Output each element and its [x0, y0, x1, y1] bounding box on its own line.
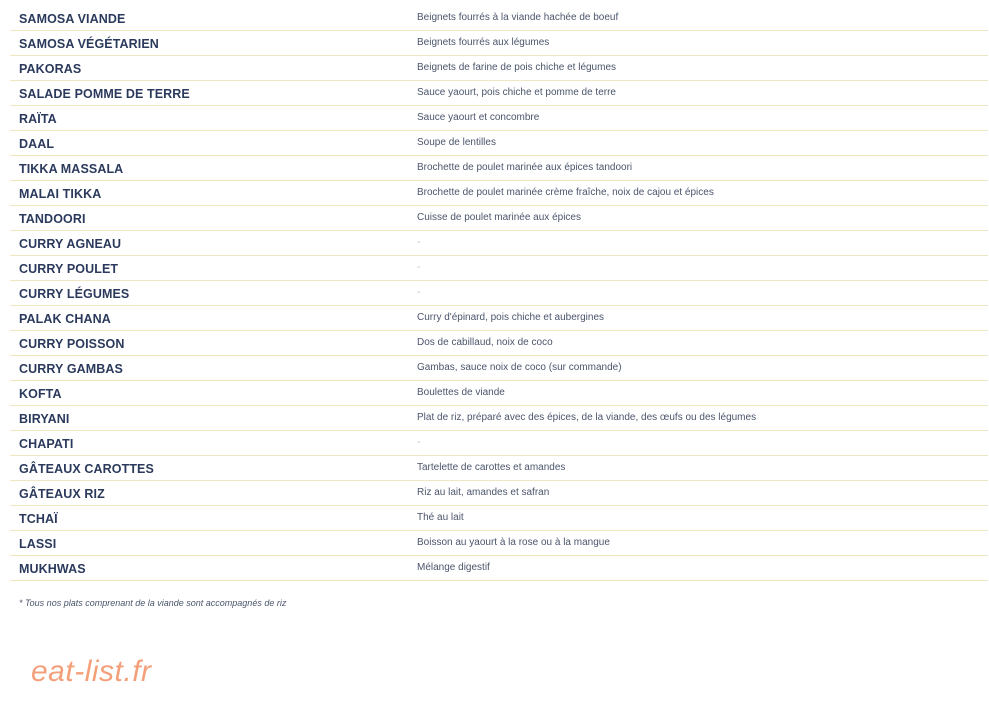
- footnote: * Tous nos plats comprenant de la viande sont accompagnés de riz: [19, 598, 287, 608]
- dish-description: -: [417, 262, 421, 273]
- dish-name: TCHAÏ: [19, 512, 58, 526]
- dish-name: DAAL: [19, 137, 55, 151]
- dish-description: Sauce yaourt, pois chiche et pomme de terre: [417, 87, 616, 98]
- dish-description: Tartelette de carottes et amandes: [417, 462, 566, 473]
- dish-name: CURRY POISSON: [19, 337, 125, 351]
- dish-description: Curry d'épinard, pois chiche et aubergines: [417, 312, 605, 323]
- dish-name: RAÏTA: [19, 112, 57, 126]
- dish-description: Brochette de poulet marinée crème fraîche, noix de cajou et épices: [417, 187, 714, 198]
- menu-row: [10, 281, 988, 306]
- dish-name: PALAK CHANA: [19, 312, 111, 326]
- dish-name: GÂTEAUX CAROTTES: [19, 462, 154, 476]
- dish-name: CURRY GAMBAS: [19, 362, 123, 376]
- dish-description: -: [417, 237, 421, 248]
- menu-row: [10, 131, 988, 156]
- dish-name: MALAI TIKKA: [19, 187, 102, 201]
- menu-row: [10, 31, 988, 56]
- menu-row: [10, 181, 988, 206]
- watermark: eat-list.fr: [31, 655, 152, 688]
- menu-row: [10, 256, 988, 281]
- menu-row: [10, 6, 988, 31]
- menu-row: [10, 556, 988, 581]
- dish-name: CURRY POULET: [19, 262, 119, 276]
- dish-description: -: [417, 437, 421, 448]
- dish-description: Boisson au yaourt à la rose ou à la mangue: [417, 537, 610, 548]
- menu-row: [10, 206, 988, 231]
- dish-name: KOFTA: [19, 387, 62, 401]
- menu-row: [10, 381, 988, 406]
- dish-description: Cuisse de poulet marinée aux épices: [417, 212, 581, 223]
- dish-description: Thé au lait: [417, 512, 464, 523]
- dish-description: Gambas, sauce noix de coco (sur commande): [417, 362, 622, 373]
- dish-description: Dos de cabillaud, noix de coco: [417, 337, 553, 348]
- dish-name: SAMOSA VIANDE: [19, 12, 126, 26]
- menu-row: [10, 456, 988, 481]
- dish-description: Sauce yaourt et concombre: [417, 112, 540, 123]
- dish-description: Beignets de farine de pois chiche et légumes: [417, 62, 617, 73]
- dish-name: TIKKA MASSALA: [19, 162, 124, 176]
- dish-description: Soupe de lentilles: [417, 137, 496, 148]
- menu-row: [10, 231, 988, 256]
- dish-description: Brochette de poulet marinée aux épices tandoori: [417, 162, 633, 173]
- menu-row: [10, 356, 988, 381]
- dish-description: Beignets fourrés aux légumes: [417, 37, 550, 48]
- dish-name: CHAPATI: [19, 437, 74, 451]
- menu-row: [10, 481, 988, 506]
- menu-row: [10, 431, 988, 456]
- menu-row: [10, 81, 988, 106]
- menu-row: [10, 406, 988, 431]
- menu-row: [10, 306, 988, 331]
- menu-row: [10, 331, 988, 356]
- dish-description: Boulettes de viande: [417, 387, 505, 398]
- dish-name: LASSI: [19, 537, 57, 551]
- menu-row: [10, 531, 988, 556]
- dish-description: Beignets fourrés à la viande hachée de boeuf: [417, 12, 619, 23]
- dish-name: MUKHWAS: [19, 562, 86, 576]
- menu-row: [10, 56, 988, 81]
- dish-name: GÂTEAUX RIZ: [19, 487, 105, 501]
- menu-row: [10, 106, 988, 131]
- menu-row: [10, 156, 988, 181]
- dish-name: CURRY LÉGUMES: [19, 287, 130, 301]
- dish-description: -: [417, 287, 421, 298]
- dish-name: TANDOORI: [19, 212, 86, 226]
- dish-name: CURRY AGNEAU: [19, 237, 122, 251]
- dish-description: Riz au lait, amandes et safran: [417, 487, 550, 498]
- dish-name: SALADE POMME DE TERRE: [19, 87, 190, 101]
- dish-description: Plat de riz, préparé avec des épices, de la viande, des œufs ou des légumes: [417, 412, 757, 423]
- dish-name: SAMOSA VÉGÉTARIEN: [19, 37, 159, 51]
- menu-row: [10, 506, 988, 531]
- dish-name: BIRYANI: [19, 412, 70, 426]
- dish-description: Mélange digestif: [417, 562, 490, 573]
- dish-name: PAKORAS: [19, 62, 82, 76]
- menu-table: [10, 6, 988, 581]
